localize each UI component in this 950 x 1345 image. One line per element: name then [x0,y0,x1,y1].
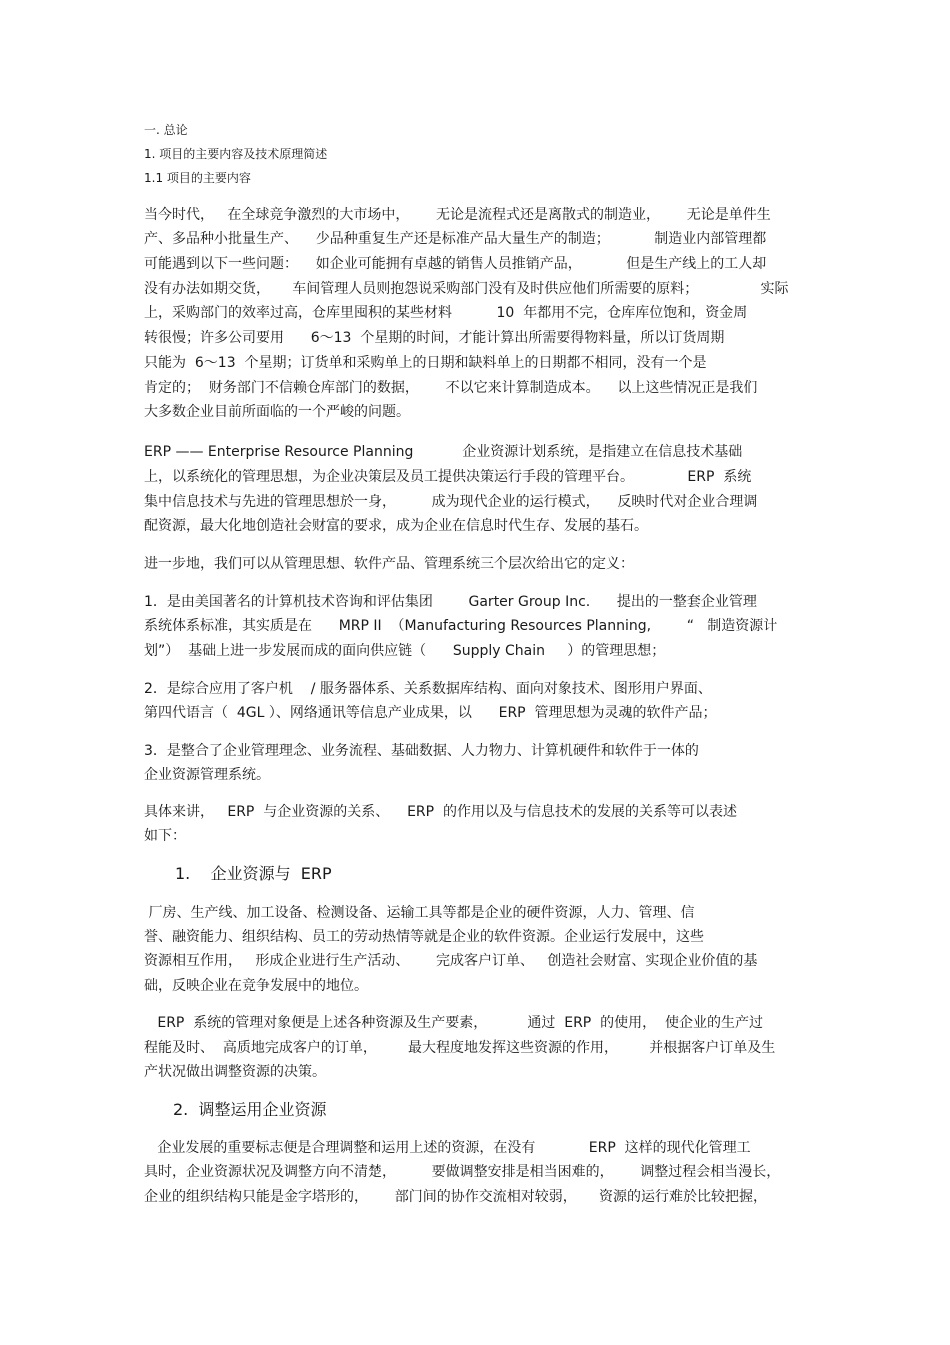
para1-line: 上，采购部门的效率过高，仓库里囤积的某些材料 10 年都用不完，仓库库位饱和，资金周 [144,305,748,321]
definition-2-line: 2．是综合应用了客户机 / 服务器体系、关系数据库结构、面向对象技术、图形用户界面、 [144,681,712,697]
para6-line: 程能及时、 高质地完成客户的订单， 最大程度地发挥这些资源的作用， 并根据客户订单及生 [144,1040,776,1056]
para1-line: 大多数企业目前所面临的一个严峻的问题。 [144,404,410,420]
definition-3-line: 3．是整合了企业管理理念、业务流程、基础数据、人力物力、计算机硬件和软件于一体的 [144,743,699,759]
section-title-adjust-resources: 2. 调整运用企业资源 [173,1100,327,1119]
para2-line: 配资源，最大化地创造社会财富的要求，成为企业在信息时代生存、发展的基石。 [144,518,648,534]
para7-line: 具时，企业资源状况及调整方向不清楚， 要做调整安排是相当困难的， 调整过程会相当漫长， [144,1164,781,1180]
para4-line: 如下： [144,828,186,844]
heading-general: 一. 总论 [144,123,188,137]
para1-line: 转很慢；许多公司要用 6～13 个星期的时间，才能计算出所需要得物料量，所以订货周期 [144,330,725,346]
para2-line: ERP —— Enterprise Resource Planning 企业资源计划系统，是指建立在信息技术基础 [144,444,743,460]
heading-section-1: 1. 项目的主要内容及技术原理简述 [144,147,328,161]
para3-line: 进一步地，我们可以从管理思想、软件产品、管理系统三个层次给出它的定义： [144,556,634,572]
para6-line: 产状况做出调整资源的决策。 [144,1064,326,1080]
para5-line: 厂房、生产线、加工设备、检测设备、运输工具等都是企业的硬件资源，人力、管理、信 [144,905,695,921]
definition-1-line: 1．是由美国著名的计算机技术咨询和评估集团 Garter Group Inc. 提出的一整套企业管理 [144,594,757,610]
para7-line: 企业的组织结构只能是金字塔形的， 部门间的协作交流相对较弱， 资源的运行难於比较把握， [144,1189,767,1205]
para1-line: 只能为 6～13 个星期；订货单和采购单上的日期和缺料单上的日期都不相同，没有一个是 [144,355,707,371]
para4-line: 具体来讲， ERP 与企业资源的关系、 ERP 的作用以及与信息技术的发展的关系等可以表述 [144,804,737,820]
definition-1-line: 系统体系标准，其实质是在 MRP II （Manufacturing Resources Planning, “ 制造资源计 [144,618,778,634]
para2-line: 集中信息技术与先进的管理思想於一身， 成为现代企业的运行模式， 反映时代对企业合理调 [144,494,758,510]
definition-1-line: 划”） 基础上进一步发展而成的面向供应链（ Supply Chain ）的管理思想； [144,643,666,659]
heading-section-1-1: 1.1 项目的主要内容 [144,171,251,185]
para5-line: 资源相互作用， 形成企业进行生产活动、 完成客户订单、 创造社会财富、实现企业价值的基 [144,953,758,969]
definition-3-line: 企业资源管理系统。 [144,767,270,783]
para6-line: ERP 系统的管理对象便是上述各种资源及生产要素， 通过 ERP 的使用， 使企业的生产过 [144,1015,764,1031]
definition-2-line: 第四代语言（ 4GL ）、网络通讯等信息产业成果，以 ERP 管理思想为灵魂的软件产品； [144,705,717,721]
para2-line: 上，以系统化的管理思想，为企业决策层及员工提供决策运行手段的管理平台。 ERP 系统 [144,469,752,485]
para7-line: 企业发展的重要标志便是合理调整和运用上述的资源，在没有 ERP 这样的现代化管理工 [144,1140,751,1156]
para1-line: 没有办法如期交货， 车间管理人员则抱怨说采购部门没有及时供应他们所需要的原料； 实际 [144,281,789,297]
section-title-enterprise-resources: 1. 企业资源与 ERP [175,864,332,883]
para1-line: 肯定的； 财务部门不信赖仓库部门的数据， 不以它来计算制造成本。 以上这些情况正是我们 [144,380,758,396]
para1-line: 可能遇到以下一些问题： 如企业可能拥有卓越的销售人员推销产品， 但是生产线上的工人却 [144,256,767,272]
para5-line: 础，反映企业在竞争发展中的地位。 [144,978,368,994]
para5-line: 誉、融资能力、组织结构、员工的劳动热情等就是企业的软件资源。企业运行发展中，这些 [144,929,704,945]
para1-line: 产、多品种小批量生产、 少品种重复生产还是标准产品大量生产的制造； 制造业内部管理都 [144,231,767,247]
para1-line: 当今时代， 在全球竞争激烈的大市场中， 无论是流程式还是离散式的制造业， 无论是单件生 [144,207,771,223]
